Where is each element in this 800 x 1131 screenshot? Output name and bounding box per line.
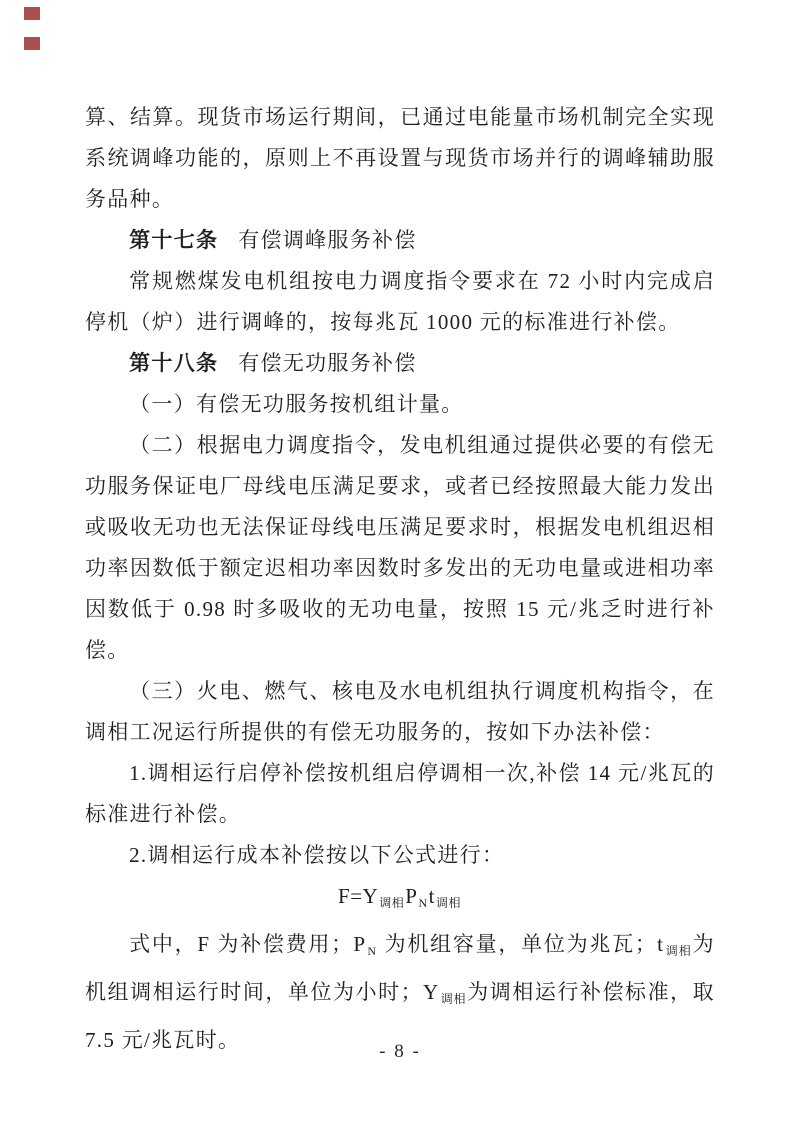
document-text-block [85, 97, 715, 1061]
subscript-text: N [418, 896, 428, 910]
subscript-text: N [367, 944, 377, 958]
article-17-heading [85, 220, 715, 261]
article-18-title: 有偿无功服务补偿 [238, 351, 417, 375]
inline-text: F=Y [338, 884, 379, 908]
paragraph-item-3: （三）火电、燃气、核电及水电机组执行调度机构指令，在调相工况运行所提供的有偿无功服务的，按如下办法补偿： [85, 679, 715, 744]
subscript-text: 调相 [440, 992, 467, 1006]
article-18-number: 第十八条 [129, 351, 219, 375]
page-number: - 8 - [379, 1041, 421, 1062]
article-17-number: 第十七条 [129, 228, 219, 252]
subscript-text: 调相 [379, 896, 405, 910]
inline-text: 为调相运行补偿标准，取 7.5 元/兆瓦时。 [85, 980, 715, 1052]
compensation-formula [85, 876, 715, 924]
subscript-text: 调相 [665, 944, 692, 958]
paragraph-continuation: 算、结算。现货市场运行期间，已通过电能量市场机制完全实现系统调峰功能的，原则上不再设置与现货市场并行的调峰辅助服务品种。 [85, 105, 715, 211]
red-stamp-mark-top [24, 7, 40, 20]
paragraph-sub-item-1: 1.调相运行启停补偿按机组启停调相一次,补偿 14 元/兆瓦的标准进行补偿。 [85, 761, 715, 826]
inline-text: 为机组容量，单位为兆瓦；t [377, 932, 665, 956]
paragraph-item-1: （一）有偿无功服务按机组计量。 [129, 392, 464, 416]
inline-text: 式中，F 为补偿费用；P [129, 932, 367, 956]
inline-text: 为机组调相运行时间，单位为小时；Y [85, 932, 715, 1004]
subscript-text: 调相 [435, 896, 461, 910]
red-stamp-mark-bottom [24, 37, 40, 50]
inline-text: t [428, 884, 435, 908]
article-18-heading [85, 343, 715, 384]
article-17-title: 有偿调峰服务补偿 [238, 228, 417, 252]
paragraph-peak-regulation: 常规燃煤发电机组按电力调度指令要求在 72 小时内完成启停机（炉）进行调峰的，按每兆瓦 1000 元的标准进行补偿。 [85, 269, 715, 334]
inline-text: P [405, 884, 418, 908]
paragraph-item-2: （二）根据电力调度指令，发电机组通过提供必要的有偿无功服务保证电厂母线电压满足要求，或者已经按照最大能力发出或吸收无功也无法保证母线电压满足要求时，根据发电机组迟相功率因数低于额定迟相功率因数时多发出的无功电量或进相功率因数低于 0.98 时多吸收的无功电量，按照 15 元/兆乏时进行补偿。 [85, 433, 715, 662]
paragraph-sub-item-2: 2.调相运行成本补偿按以下公式进行： [129, 843, 505, 867]
